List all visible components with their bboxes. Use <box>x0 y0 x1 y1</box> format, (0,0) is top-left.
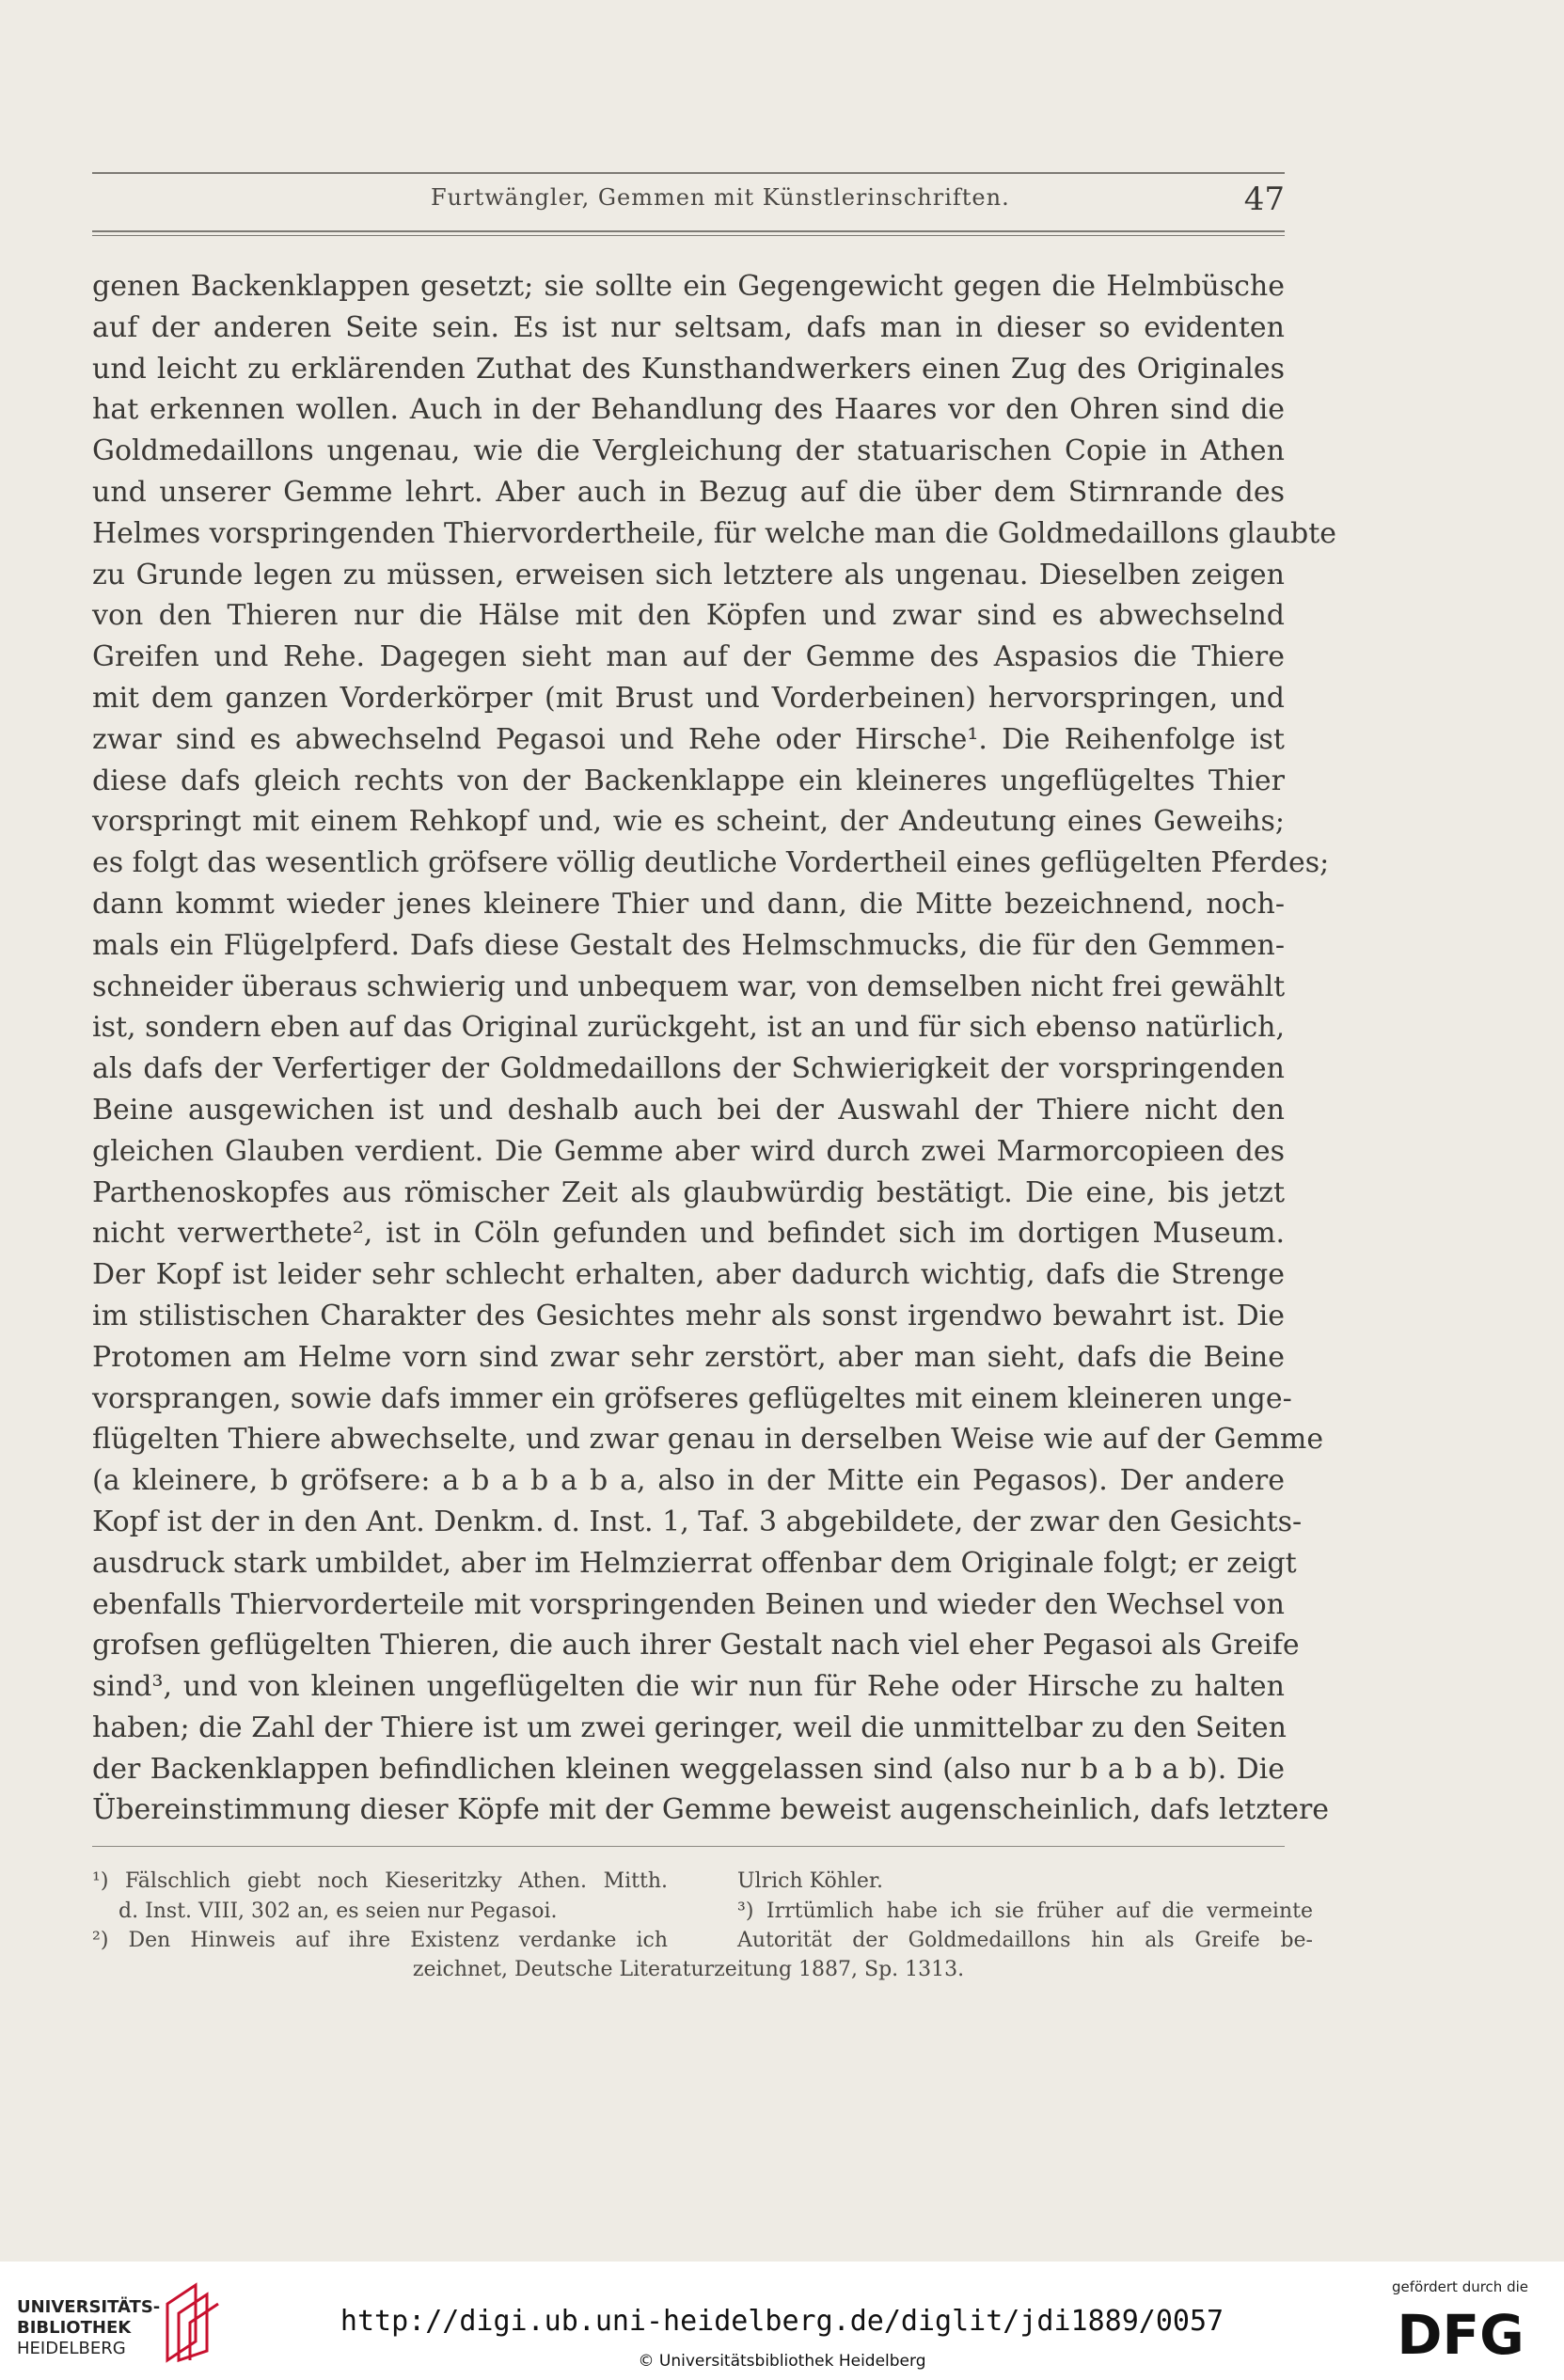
body-text <box>92 266 1337 1831</box>
body-line: ebenfalls Thiervorderteile mit vorspringenden Beinen und wieder den Wechsel von <box>92 1587 1285 1621</box>
body-line: Übereinstimmung dieser Köpfe mit der Gemme beweist augenscheinlich, dafs letztere <box>92 1793 1330 1827</box>
header-rule-top <box>92 172 1285 174</box>
body-line: zu Grunde legen zu müssen, erweisen sich letztere als ungenau. Dieselben zeigen <box>92 558 1285 591</box>
body-line: und unserer Gemme lehrt. Aber auch in Bezug auf die über dem Stirnrande des <box>92 475 1285 509</box>
footnote-continuation: zeichnet, Deutsche Literaturzeitung 1887, Sp. 1313. <box>412 1958 965 1981</box>
body-line: und leicht zu erklärenden Zuthat des Kunsthandwerkers einen Zug des Originales <box>92 352 1285 386</box>
library-name-line: HEIDELBERG <box>17 2339 126 2358</box>
body-line: Beine ausgewichen ist und deshalb auch bei der Auswahl der Thiere nicht den <box>92 1093 1285 1127</box>
body-line: Parthenoskopfes aus römischer Zeit als glaubwürdig bestätigt. Die eine, bis jetzt <box>92 1175 1285 1209</box>
footnote-line: ¹) Fälschlich giebt noch Kieseritzky Athen. Mitth. <box>92 1869 668 1893</box>
running-title: Furtwängler, Gemmen mit Künstlerinschriften. <box>431 184 1010 211</box>
library-name-line: BIBLIOTHEK <box>17 2318 132 2338</box>
header-rule-bottom-thin <box>92 235 1285 236</box>
body-line: Protomen am Helme vorn sind zwar sehr zerstört, aber man sieht, dafs die Beine <box>92 1340 1285 1374</box>
body-line: nicht verwerthete², ist in Cöln gefunden und befindet sich im dortigen Museum. <box>92 1217 1285 1251</box>
page-number: 47 <box>1243 181 1285 218</box>
footnotes-left-column <box>92 1867 668 1956</box>
funding-label: gefördert durch die <box>1392 2278 1528 2295</box>
body-line: grofsen geflügelten Thieren, die auch ihrer Gestalt nach viel eher Pegasoi als Greife <box>92 1629 1300 1663</box>
dfg-logo-icon <box>1395 2305 1526 2361</box>
library-name-line: UNIVERSITÄTS- <box>17 2297 161 2317</box>
body-line: als dafs der Verfertiger der Goldmedaillons der Schwierigkeit der vorspringenden <box>92 1052 1285 1086</box>
permalink-url[interactable]: http://digi.ub.uni-heidelberg.de/diglit/jdi1889/0057 <box>340 2305 1224 2338</box>
body-line: auf der anderen Seite sein. Es ist nur seltsam, dafs man in dieser so evidenten <box>92 310 1285 344</box>
body-line: genen Backenklappen gesetzt; sie sollte ein Gegengewicht gegen die Helmbüsche <box>92 270 1285 303</box>
copyright-notice: © Universitätsbibliothek Heidelberg <box>638 2352 926 2371</box>
footnote-line: ²) Den Hinweis auf ihre Existenz verdanke ich <box>92 1929 668 1952</box>
footnotes-right-column <box>737 1867 1313 1956</box>
body-line: flügelten Thiere abwechselte, und zwar genau in derselben Weise wie auf der Gemme <box>92 1423 1324 1457</box>
body-line: mals ein Flügelpferd. Dafs diese Gestalt des Helmschmucks, die für den Gemmen- <box>92 928 1285 962</box>
body-line: ist, sondern eben auf das Original zurückgeht, ist an und für sich ebenso natürlich, <box>92 1011 1285 1045</box>
dfg-logo-text: DFG <box>1397 2305 1525 2361</box>
body-line: sind³, und von kleinen ungeflügelten die wir nun für Rehe oder Hirsche zu halten <box>92 1670 1285 1704</box>
body-line: Helmes vorspringenden Thiervordertheile, für welche man die Goldmedaillons glaubte <box>92 516 1337 550</box>
body-line: gleichen Glauben verdient. Die Gemme aber wird durch zwei Marmorcopieen des <box>92 1134 1285 1168</box>
body-line: hat erkennen wollen. Auch in der Behandlung des Haares vor den Ohren sind die <box>92 393 1285 427</box>
body-line: haben; die Zahl der Thiere ist um zwei geringer, weil die unmittelbar zu den Seiten <box>92 1710 1287 1744</box>
body-line: schneider überaus schwierig und unbequem war, von demselben nicht frei gewählt <box>92 969 1286 1003</box>
body-line: der Backenklappen befindlichen kleinen weggelassen sind (also nur b a b a b). Die <box>92 1752 1285 1786</box>
body-line: diese dafs gleich rechts von der Backenklappe ein kleineres ungeflügeltes Thier <box>92 764 1285 797</box>
body-line: ausdruck stark umbildet, aber im Helmzierrat offenbar dem Originale folgt; er zeigt <box>92 1546 1297 1580</box>
body-line: vorsprangen, sowie dafs immer ein gröfseres geflügeltes mit einem kleineren unge- <box>92 1381 1292 1415</box>
footnote-line: d. Inst. VIII, 302 an, es seien nur Pegasoi. <box>118 1899 558 1923</box>
body-line: es folgt das wesentlich gröfsere völlig deutliche Vordertheil eines geflügelten Pferdes; <box>92 846 1330 880</box>
body-line: mit dem ganzen Vorderkörper (mit Brust und Vorderbeinen) hervorspringen, und <box>92 681 1285 715</box>
header-rule-bottom <box>92 230 1285 232</box>
digitization-footer <box>0 2262 1564 2380</box>
footnote-rule <box>92 1846 1285 1847</box>
footnote-line: Ulrich Köhler. <box>737 1869 884 1893</box>
body-line: vorspringt mit einem Rehkopf und, wie es scheint, der Andeutung eines Geweihs; <box>92 805 1285 839</box>
body-line: Der Kopf ist leider sehr schlecht erhalten, aber dadurch wichtig, dafs die Strenge <box>92 1258 1285 1292</box>
body-line: Goldmedaillons ungenau, wie die Vergleichung der statuarischen Copie in Athen <box>92 434 1285 468</box>
body-line: von den Thieren nur die Hälse mit den Köpfen und zwar sind es abwechselnd <box>92 599 1285 633</box>
body-line: Greifen und Rehe. Dagegen sieht man auf der Gemme des Aspasios die Thiere <box>92 640 1285 674</box>
body-line: Kopf ist der in den Ant. Denkm. d. Inst. 1, Taf. 3 abgebildete, der zwar den Gesichts- <box>92 1505 1303 1538</box>
body-line: im stilistischen Charakter des Gesichtes mehr als sonst irgendwo bewahrt ist. Die <box>92 1299 1285 1332</box>
body-line: zwar sind es abwechselnd Pegasoi und Rehe oder Hirsche¹. Die Reihenfolge ist <box>92 722 1285 756</box>
body-line: (a kleinere, b gröfsere: a b a b a b a, also in der Mitte ein Pegasos). Der andere <box>92 1464 1285 1498</box>
running-head <box>92 181 1285 228</box>
footnote-line: ³) Irrtümlich habe ich sie früher auf die vermeinte <box>737 1899 1313 1923</box>
footnote-line: Autorität der Goldmedaillons hin als Greife be- <box>737 1929 1313 1952</box>
body-line: dann kommt wieder jenes kleinere Thier und dann, die Mitte bezeichnend, noch- <box>92 887 1285 921</box>
